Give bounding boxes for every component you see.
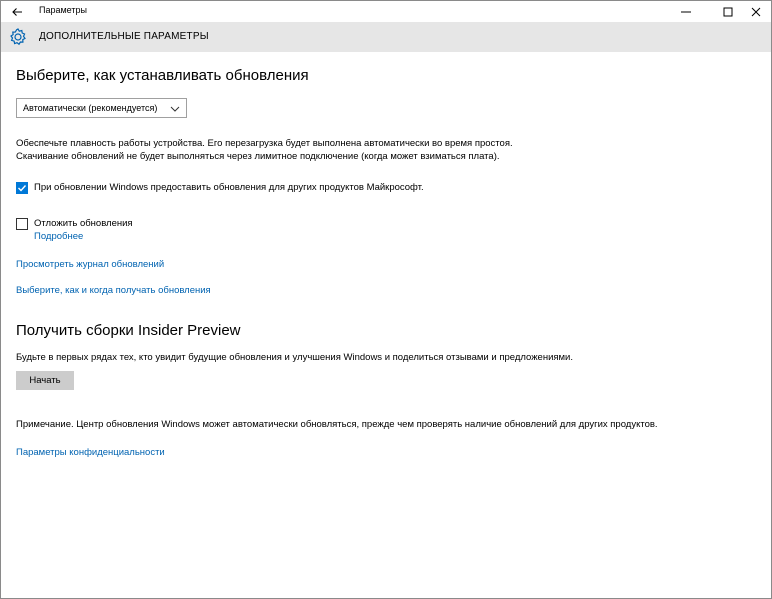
minimize-button[interactable] [669, 1, 703, 22]
updates-description-line1: Обеспечьте плавность работы устройства. Его перезагрузка будет выполнена автоматически во время простоя. [16, 138, 513, 149]
gear-icon [8, 27, 28, 47]
back-button[interactable] [1, 1, 33, 22]
insider-heading: Получить сборки Insider Preview [16, 322, 241, 339]
minimize-icon [681, 7, 691, 17]
insider-description: Будьте в первых рядах тех, кто увидит будущие обновления и улучшения Windows и поделиться отзывами и предложениями. [16, 352, 574, 363]
chevron-down-icon [170, 104, 180, 114]
checkmark-icon [17, 183, 27, 193]
more-info-link[interactable]: Подробнее [34, 231, 84, 242]
page-title: ДОПОЛНИТЕЛЬНЫЕ ПАРАМЕТРЫ [39, 31, 209, 42]
update-history-link[interactable]: Просмотреть журнал обновлений [16, 259, 165, 270]
update-mode-value: Автоматически (рекомендуется) [23, 103, 158, 113]
windows-update-note: Примечание. Центр обновления Windows может автоматически обновляться, прежде чем проверять наличие обновлений для других продуктов. [16, 419, 658, 430]
start-insider-button[interactable]: Начать [16, 371, 74, 390]
defer-updates-label[interactable]: Отложить обновления [34, 218, 133, 229]
other-products-checkbox[interactable] [16, 182, 28, 194]
update-mode-dropdown[interactable] [16, 98, 187, 118]
updates-heading: Выберите, как устанавливать обновления [16, 67, 309, 84]
title-bar [1, 1, 771, 22]
other-products-label[interactable]: При обновлении Windows предоставить обновления для других продуктов Майкрософт. [34, 182, 424, 193]
privacy-settings-link[interactable]: Параметры конфиденциальности [16, 447, 165, 458]
close-button[interactable] [739, 1, 772, 22]
back-arrow-icon [11, 7, 23, 17]
updates-description-line2: Скачивание обновлений не будет выполняться через лимитное подключение (когда может взиматься плата). [16, 151, 500, 162]
close-icon [751, 7, 761, 17]
maximize-icon [723, 7, 733, 17]
page-header [1, 22, 771, 52]
delivery-options-link[interactable]: Выберите, как и когда получать обновления [16, 285, 211, 296]
defer-updates-checkbox[interactable] [16, 218, 28, 230]
window-title: Параметры [39, 5, 87, 15]
